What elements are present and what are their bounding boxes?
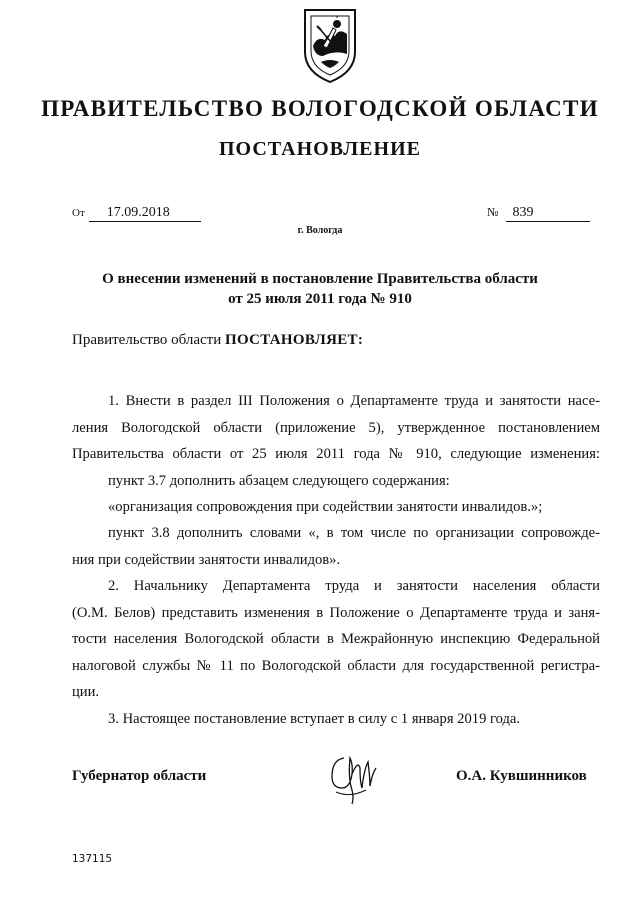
number-line xyxy=(487,205,590,222)
paragraph-1 xyxy=(72,388,600,468)
preamble-text: Правительство области xyxy=(72,332,225,348)
paragraph-1-line-2: ления Вологодской области (приложение 5), утвержденное постановлением xyxy=(72,419,600,436)
item-3-8-line-2: ния при содействии занятости инвалидов». xyxy=(72,551,341,568)
coat-of-arms-emblem xyxy=(299,6,361,86)
paragraph-2-line-4: налоговой службы № 11 по Вологодской области для государственной регистра- xyxy=(72,657,600,674)
city: г. Вологда xyxy=(297,225,343,236)
document-type: ПОСТАНОВЛЕНИЕ xyxy=(219,138,421,160)
number-prefix: № xyxy=(487,205,499,219)
item-3-7: пункт 3.7 дополнить абзацем следующего содержания: xyxy=(108,473,450,489)
signatory-name: О.А. Кувшинников xyxy=(456,768,587,784)
registration-number: 137115 xyxy=(72,853,113,865)
paragraph-1-line-3: Правительства области от 25 июля 2011 года № 910, следующие изменения: xyxy=(72,446,600,462)
item-3-8-line-1: пункт 3.8 дополнить словами «, в том числе по организации сопровожде- xyxy=(108,525,600,541)
government-title: ПРАВИТЕЛЬСТВО ВОЛОГОДСКОЙ ОБЛАСТИ xyxy=(41,96,599,121)
paragraph-3: 3. Настоящее постановление вступает в силу с 1 января 2019 года. xyxy=(108,711,521,727)
paragraph-2-line-3: тости населения Вологодской области в Межрайонную инспекцию Федеральной xyxy=(72,631,600,647)
date-line xyxy=(72,205,201,222)
paragraph-2-line-5: ции. xyxy=(72,684,100,700)
paragraph-1-line-1: 1. Внести в раздел III Положения о Департаменте труда и занятости насе- xyxy=(108,393,600,409)
paragraph-2-line-2: (О.М. Белов) представить изменения в Положение о Департаменте труда и заня- xyxy=(72,604,600,621)
preamble-bold: ПОСТАНОВЛЯЕТ: xyxy=(224,332,364,348)
handwritten-signature xyxy=(322,748,382,806)
subject-line-1: О внесении изменений в постановление Правительства области xyxy=(102,271,538,287)
preamble xyxy=(72,332,363,349)
item-3-7-text: «организация сопровождения при содействии занятости инвалидов.»; xyxy=(108,499,543,515)
subject-line-2: от 25 июля 2011 года № 910 xyxy=(228,291,412,307)
item-3-8 xyxy=(72,520,600,573)
document-date: 17.09.2018 xyxy=(89,205,201,222)
paragraph-2-line-1: 2. Начальнику Департамента труда и занятости населения области xyxy=(108,578,600,594)
paragraph-2 xyxy=(72,573,600,706)
document-number: 839 xyxy=(506,205,590,222)
date-prefix: От xyxy=(72,207,85,219)
signatory-title: Губернатор области xyxy=(72,768,207,784)
document-subject xyxy=(0,269,640,309)
